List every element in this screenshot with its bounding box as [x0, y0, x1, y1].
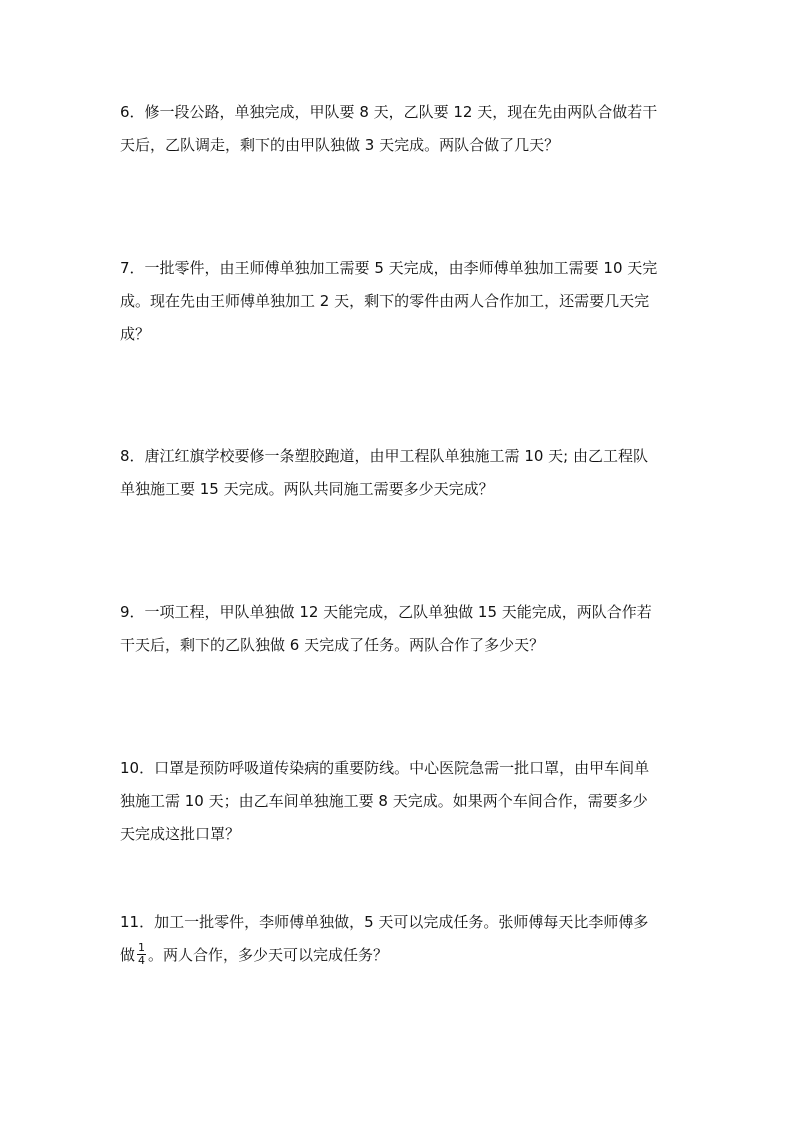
problem-8-line-1: 8．唐江红旗学校要修一条塑胶跑道，由甲工程队单独施工需 10 天; 由乙工程队	[120, 447, 648, 465]
problem-9	[120, 596, 682, 662]
problem-8-line-2: 单独施工要 15 天完成。两队共同施工需要多少天完成？	[120, 480, 494, 498]
fraction-numerator: 1	[138, 941, 146, 954]
problem-11	[120, 906, 682, 972]
problem-11-line-2	[120, 939, 682, 972]
problem-6	[120, 96, 682, 162]
problem-9-line-1: 9．一项工程，甲队单独做 12 天能完成，乙队单独做 15 天能完成，两队合作若	[120, 603, 652, 621]
problem-10-line-2: 独施工需 10 天；由乙车间单独施工要 8 天完成。如果两个车间合作，需要多少	[120, 792, 648, 810]
problem-10-line-3: 天完成这批口罩？	[120, 825, 241, 843]
problem-6-line-2: 天后，乙队调走，剩下的由甲队独做 3 天完成。两队合做了几天？	[120, 136, 560, 154]
problem-11-text-after-fraction: 。两人合作，多少天可以完成任务？	[148, 946, 389, 964]
problem-7-line-1: 7．一批零件，由王师傅单独加工需要 5 天完成，由李师傅单独加工需要 10 天完	[120, 259, 658, 277]
problem-9-line-2: 干天后，剩下的乙队独做 6 天完成了任务。两队合作了多少天？	[120, 636, 545, 654]
problem-6-line-1: 6．修一段公路，单独完成，甲队要 8 天，乙队要 12 天，现在先由两队合做若干	[120, 103, 658, 121]
problem-7-line-2: 成。现在先由王师傅单独加工 2 天，剩下的零件由两人合作加工，还需要几天完	[120, 292, 650, 310]
problem-7-line-3: 成？	[120, 325, 151, 343]
fraction-one-quarter	[137, 942, 146, 967]
problem-8	[120, 440, 682, 506]
problem-11-text-before-fraction: 做	[120, 946, 136, 964]
fraction-denominator: 4	[138, 954, 146, 967]
problem-11-line-1: 11．加工一批零件，李师傅单独做，5 天可以完成任务。张师傅每天比李师傅多	[120, 913, 649, 931]
problem-7	[120, 252, 682, 351]
problem-10-line-1: 10．口罩是预防呼吸道传染病的重要防线。中心医院急需一批口罩，由甲车间单	[120, 759, 650, 777]
problem-10	[120, 752, 682, 851]
